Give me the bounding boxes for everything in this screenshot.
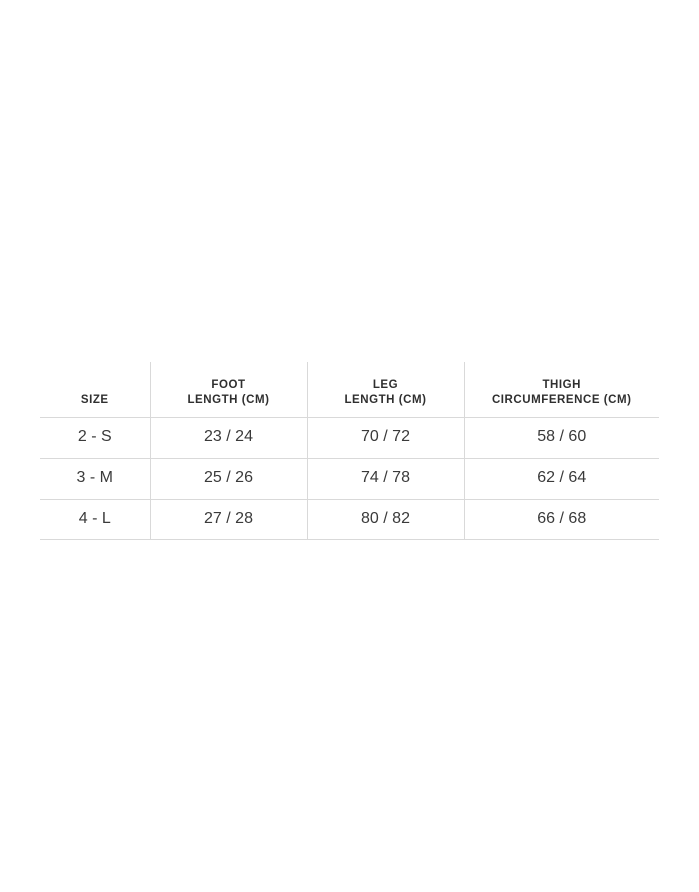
column-header-foot-length xyxy=(150,362,307,418)
cell-size: 4 - L xyxy=(40,499,150,540)
column-header-thigh-circumference-line-2: CIRCUMFERENCE (CM) xyxy=(491,393,632,406)
table-header-row xyxy=(40,362,659,418)
cell-thigh-circumference: 58 / 60 xyxy=(464,418,659,459)
size-chart-table-wrapper xyxy=(40,362,659,540)
cell-thigh-circumference: 66 / 68 xyxy=(464,499,659,540)
table-row xyxy=(40,458,659,499)
cell-leg-length: 70 / 72 xyxy=(307,418,464,459)
table-header xyxy=(40,362,659,418)
column-header-size-line-1: SIZE xyxy=(80,393,109,406)
column-header-thigh-circumference-line-1: THIGH xyxy=(542,378,582,391)
column-header-leg-length xyxy=(307,362,464,418)
cell-size: 3 - M xyxy=(40,458,150,499)
column-header-thigh-circumference xyxy=(464,362,659,418)
column-header-foot-length-line-2: LENGTH (CM) xyxy=(187,393,270,406)
size-chart-table xyxy=(40,362,659,540)
cell-size: 2 - S xyxy=(40,418,150,459)
table-row xyxy=(40,499,659,540)
cell-leg-length: 80 / 82 xyxy=(307,499,464,540)
column-header-leg-length-line-1: LEG xyxy=(372,378,399,391)
cell-foot-length: 25 / 26 xyxy=(150,458,307,499)
table-body xyxy=(40,418,659,540)
column-header-size xyxy=(40,362,150,418)
column-header-foot-length-line-1: FOOT xyxy=(211,378,246,391)
cell-foot-length: 23 / 24 xyxy=(150,418,307,459)
cell-foot-length: 27 / 28 xyxy=(150,499,307,540)
column-header-leg-length-line-2: LENGTH (CM) xyxy=(344,393,427,406)
cell-thigh-circumference: 62 / 64 xyxy=(464,458,659,499)
cell-leg-length: 74 / 78 xyxy=(307,458,464,499)
table-row xyxy=(40,418,659,459)
